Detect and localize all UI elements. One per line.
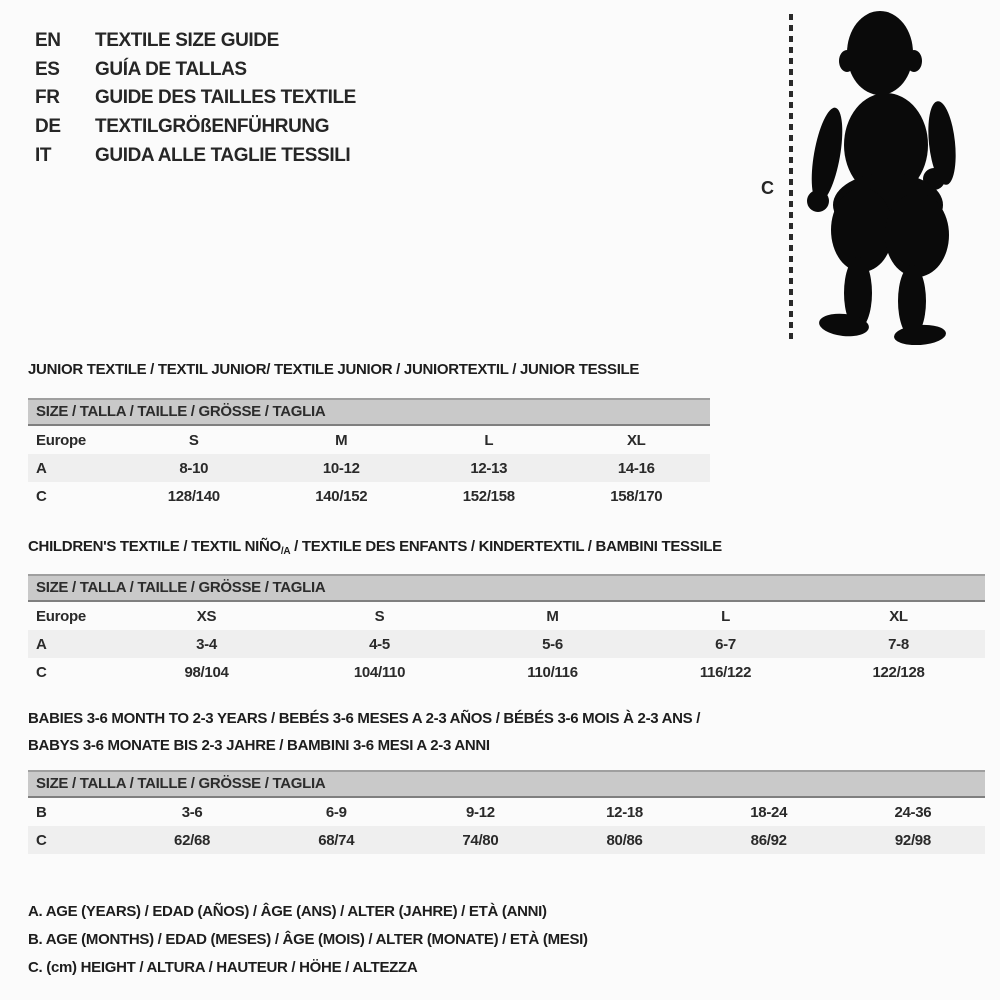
size-cell: XL	[889, 607, 908, 625]
table-row	[28, 826, 985, 854]
legend	[28, 898, 588, 982]
height-dotted-line	[789, 14, 793, 342]
size-cell: 24-36	[894, 803, 932, 821]
language-title: TEXTILE SIZE GUIDE	[95, 30, 279, 51]
row-label: B	[36, 803, 47, 821]
table-row	[28, 658, 985, 686]
table-row	[28, 426, 710, 454]
language-row-es	[35, 56, 356, 85]
babies-heading-line2: BABYS 3-6 MONATE BIS 2-3 JAHRE / BAMBINI 3-6 MESI A 2-3 ANNI	[28, 737, 490, 754]
height-marker-label: C	[761, 178, 774, 198]
size-cell: 98/104	[184, 663, 229, 681]
size-cell: 6-9	[325, 803, 347, 821]
language-code: FR	[35, 87, 60, 109]
language-code: ES	[35, 58, 60, 80]
size-cell: 9-12	[465, 803, 495, 821]
language-title: TEXTILGRÖßENFÜHRUNG	[95, 116, 330, 138]
size-cell: XS	[196, 607, 217, 625]
size-cell: 3-4	[196, 635, 217, 653]
size-cell: 110/116	[527, 663, 578, 681]
children-section-heading	[28, 533, 722, 565]
table-row	[28, 454, 710, 482]
size-cell: 18-24	[750, 803, 788, 821]
size-cell: 128/140	[167, 487, 220, 505]
children-heading-post: / TEXTILE DES ENFANTS / KINDERTEXTIL / BAMBINI TESSILE	[290, 538, 722, 555]
size-cell: 68/74	[318, 831, 355, 849]
size-cell: 104/110	[353, 663, 406, 681]
language-title: GUIDE DES TAILLES TEXTILE	[95, 87, 356, 109]
size-header-bar: SIZE / TALLA / TAILLE / GRÖSSE / TAGLIA	[28, 770, 985, 798]
language-title: GUÍA DE TALLAS	[95, 58, 247, 80]
size-header-bar: SIZE / TALLA / TAILLE / GRÖSSE / TAGLIA	[28, 574, 985, 602]
babies-size-table-block	[28, 770, 985, 854]
legend-row-a: A. AGE (YEARS) / EDAD (AÑOS) / ÂGE (ANS) / ALTER (JAHRE) / ETÀ (ANNI)	[28, 903, 547, 920]
size-cell: 10-12	[322, 459, 360, 477]
size-cell: 140/152	[315, 487, 368, 505]
language-code: EN	[35, 30, 61, 51]
size-cell: 6-7	[715, 635, 736, 653]
row-label: A	[36, 459, 47, 477]
size-cell: S	[188, 431, 199, 449]
language-code: DE	[35, 116, 61, 138]
table-row	[28, 630, 985, 658]
language-row-en	[35, 27, 356, 56]
junior-section-heading: JUNIOR TEXTILE / TEXTIL JUNIOR/ TEXTILE JUNIOR / JUNIORTEXTIL / JUNIOR TESSILE	[28, 361, 640, 378]
table-row	[28, 482, 710, 510]
size-cell: XL	[626, 431, 646, 449]
language-row-de	[35, 113, 356, 142]
language-list	[35, 27, 356, 171]
table-row	[28, 798, 985, 826]
size-cell: 74/80	[462, 831, 499, 849]
size-cell: 92/98	[894, 831, 931, 849]
size-cell: 3-6	[181, 803, 203, 821]
size-cell: 86/92	[750, 831, 787, 849]
row-label: Europe	[36, 431, 86, 449]
children-size-table	[28, 602, 985, 686]
babies-section-heading	[28, 705, 700, 759]
size-cell: 5-6	[542, 635, 563, 653]
toddler-silhouette	[800, 5, 958, 345]
language-row-it	[35, 142, 356, 171]
junior-size-table	[28, 426, 710, 510]
legend-row-b: B. AGE (MONTHS) / EDAD (MESES) / ÂGE (MOIS) / ALTER (MONATE) / ETÀ (MESI)	[28, 931, 588, 948]
babies-heading-line1: BABIES 3-6 MONTH TO 2-3 YEARS / BEBÉS 3-6 MESES A 2-3 AÑOS / BÉBÉS 3-6 MOIS À 2-3 ANS /	[28, 710, 701, 727]
children-heading-subscript: /A	[280, 546, 291, 557]
size-cell: 4-5	[369, 635, 390, 653]
junior-size-table-block	[28, 398, 710, 510]
row-label: C	[36, 831, 47, 849]
size-cell: 116/122	[699, 663, 752, 681]
size-cell: L	[721, 607, 730, 625]
size-cell: S	[374, 607, 385, 625]
size-cell: 62/68	[174, 831, 211, 849]
children-size-table-block	[28, 574, 985, 686]
size-cell: 14-16	[617, 459, 655, 477]
size-cell: 122/128	[872, 663, 925, 681]
language-title: GUIDA ALLE TAGLIE TESSILI	[95, 144, 351, 166]
size-cell: 12-18	[606, 803, 643, 821]
size-cell: M	[546, 607, 559, 625]
language-code: IT	[35, 144, 52, 166]
babies-size-table	[28, 798, 985, 854]
row-label: C	[36, 663, 47, 681]
row-label: Europe	[36, 607, 86, 625]
row-label: C	[36, 487, 47, 505]
table-row	[28, 602, 985, 630]
row-label: A	[36, 635, 47, 653]
size-cell: 8-10	[179, 459, 209, 477]
legend-row-c: C. (cm) HEIGHT / ALTURA / HAUTEUR / HÖHE / ALTEZZA	[28, 959, 418, 976]
size-cell: 12-13	[470, 459, 508, 477]
size-cell: 80/86	[606, 831, 643, 849]
size-header-bar: SIZE / TALLA / TAILLE / GRÖSSE / TAGLIA	[28, 398, 710, 426]
size-cell: 158/170	[610, 487, 663, 505]
language-row-fr	[35, 84, 356, 113]
size-cell: 152/158	[462, 487, 515, 505]
size-cell: M	[335, 431, 348, 449]
children-heading-pre: CHILDREN'S TEXTILE / TEXTIL NIÑO	[28, 538, 281, 555]
size-cell: 7-8	[888, 635, 909, 653]
size-cell: L	[484, 431, 494, 449]
